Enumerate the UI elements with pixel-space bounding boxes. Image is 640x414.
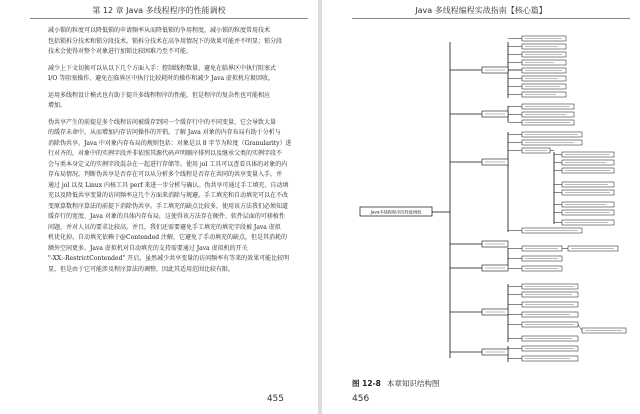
text-line: I/O 等阻塞操作、避免在临界区中执行比较耗时的操作和减少 Java 虚拟机垃圾回收。 xyxy=(48,75,274,82)
text-line: 消除伪共享。Java 中对象内存布局的规则包括：对象是以 8 字节为粒度（Granularity）进 xyxy=(48,139,292,147)
text-line: 的缓存未命中，从而增加内存访问操作的开销。了解 Java 对象的内存布局有助于分析与 xyxy=(48,129,281,136)
text-line: 通过 jol 以及 Linux 内核工具 perf 来进一步分析与确认。伪共享可通过手工填充、自动填 xyxy=(48,181,289,189)
text-line: 问题，并对人员的要求比较高。并且，我们还需要避免手工填充的填充字段被 Java 虚拟 xyxy=(48,223,281,231)
text-line: 运用多线程设计模式也有助于提升多线程程序的性能，但是程序的复杂性也可能相应 xyxy=(48,91,271,99)
right-page-number: 456 xyxy=(352,394,370,404)
body-paragraph xyxy=(36,91,300,112)
figure-number: 图 12-8 xyxy=(352,379,381,388)
text-line: 缓存行的宽度、Java 对象的具体内存布局，这使得该方法存在硬件、软件层面的可移植性 xyxy=(48,213,285,220)
text-line: 技术会使得对整个对象进行加锁比较困难乃至不可能。 xyxy=(48,48,193,55)
knowledge-structure-figure xyxy=(322,22,640,372)
right-page xyxy=(322,0,640,414)
text-line: 额外空间更多。Java 虚拟机对自动填充的支持需要通过 Java 虚拟机的开关 xyxy=(48,244,248,252)
body-paragraph xyxy=(36,26,300,58)
body-paragraph xyxy=(36,64,300,85)
header-rule xyxy=(30,18,308,19)
text-line: 会与类本身定义的实例字段混杂在一起进行存储等。使用 jol 工具可以查看具体的对象的内 xyxy=(48,160,288,168)
text-line: 机优化掉。自动填充依赖于@Contended 注解，它避免了手动填充的缺点，但是其消耗的 xyxy=(48,234,288,241)
figure-title: 本章知识结构图 xyxy=(386,379,440,388)
text-line: 伪共享产生的前提是多个线程访问被缓存到同一个缓存行中的不同变量，它会导致大量 xyxy=(48,118,277,126)
left-page-body xyxy=(36,26,300,281)
text-line: 充以及降低共享变量的访问频率这几个方面来消除与规避。手工填充和自动填充可以在不改 xyxy=(48,192,289,199)
text-line: 行对齐的，对象中的实例字段并非依照其源代码声明顺序排列以及继承父类的实例字段不 xyxy=(48,150,283,157)
mindmap-root-label: Java多线程程序的性能调校 xyxy=(370,209,422,215)
text-line: 减少上下文切换可以从以下几个方面入手：控制线程数量、避免在临界区中执行阻塞式 xyxy=(48,64,277,72)
body-paragraph xyxy=(36,118,300,276)
left-page-header: 第 12 章 Java 多线程程序的性能调校 xyxy=(92,6,226,15)
text-line: 减小锁的粒度可以降低锁的申请频率从而降低锁的争用程度，减小锁的粒度常用技术 xyxy=(48,27,271,34)
text-line: 存布局情况。判断伪共享是否存在可以从分析多个线程是否存在共同的共享变量入手，并 xyxy=(48,171,283,178)
right-page-header: Java 多线程编程实战指南【核心篇】 xyxy=(415,6,547,15)
left-page xyxy=(0,0,318,414)
text-line: 包括锁拆分技术和锁分段技术。锁拆分技术在高争用情况下的效果可能并不明显；锁分段 xyxy=(48,37,283,45)
figure-caption xyxy=(352,378,439,389)
text-line: 显，但是由于它可能涉及程序算法的调整，因此其适用范围比较有限。 xyxy=(48,265,235,273)
left-page-number: 455 xyxy=(266,394,284,404)
text-line: 变原算数程序算法的前提下消除伪共享。手工填充的缺点比较多，使用该方法我们必须知道 xyxy=(48,202,289,210)
header-rule xyxy=(352,18,630,19)
text-line: "-XX:-RestrictContended" 开启。虽然减少共享变量的访问频率有等来的效果可能比较明 xyxy=(48,255,290,262)
text-line: 增加。 xyxy=(48,102,67,109)
